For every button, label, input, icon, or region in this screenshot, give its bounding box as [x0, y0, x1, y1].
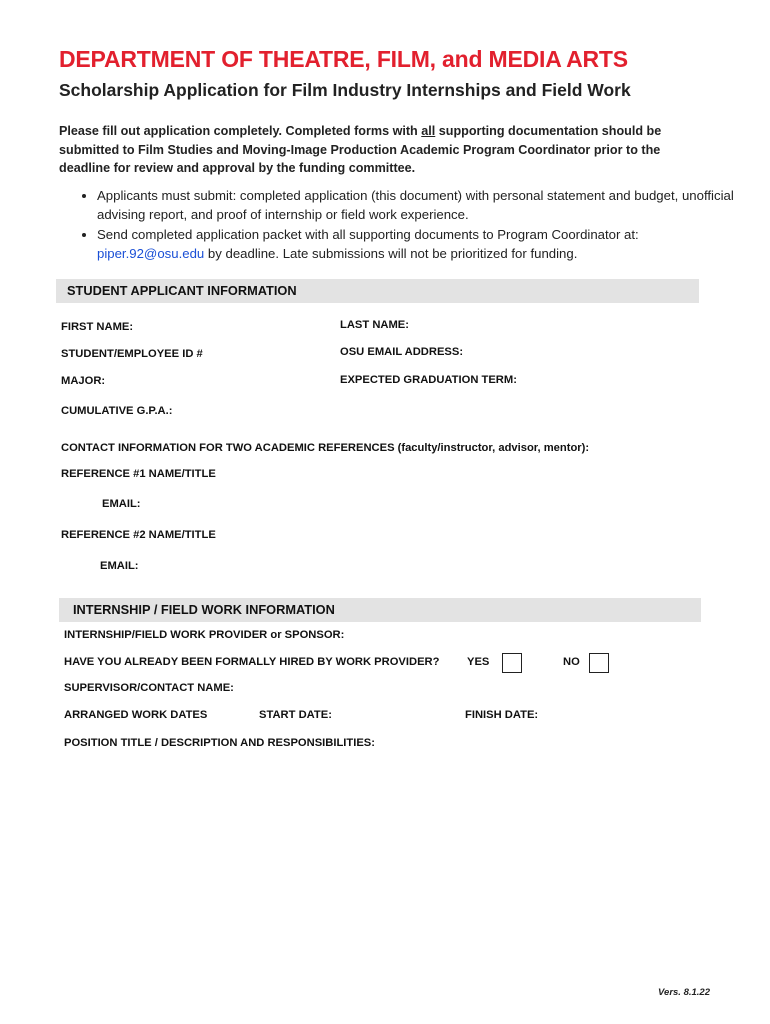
requirement-item-2-text: Send completed application packet with all supporting documents to Program Coordinator at:	[97, 226, 639, 242]
yes-checkbox[interactable]	[502, 653, 522, 673]
intro-emphasis: all	[421, 124, 436, 138]
reference-2-email-label: EMAIL:	[100, 560, 139, 572]
internship-section-header	[59, 598, 701, 622]
coordinator-email-link[interactable]: piper.92@osu.edu	[97, 245, 205, 261]
yes-label: YES	[467, 656, 490, 668]
version-label: Vers. 8.1.22	[658, 987, 710, 998]
student-id-label: STUDENT/EMPLOYEE ID #	[61, 348, 203, 360]
osu-email-label: OSU EMAIL ADDRESS:	[340, 346, 464, 358]
graduation-term-label: EXPECTED GRADUATION TERM:	[340, 374, 517, 386]
references-contact-label: CONTACT INFORMATION FOR TWO ACADEMIC REFERENCES (faculty/instructor, advisor, mentor):	[61, 442, 590, 454]
start-date-label: START DATE:	[259, 709, 332, 721]
last-name-label: LAST NAME:	[340, 319, 409, 331]
requirement-item-2	[97, 225, 737, 264]
reference-1-name-label: REFERENCE #1 NAME/TITLE	[61, 468, 216, 480]
gpa-label: CUMULATIVE G.P.A.:	[61, 405, 173, 417]
intro-paragraph	[59, 122, 709, 178]
requirement-item-1: • Applicants must submit: completed application (this document) with personal statement and budget, unofficial advising report, and proof of internship or field work experience.	[97, 186, 737, 225]
internship-section-title: INTERNSHIP / FIELD WORK INFORMATION	[73, 602, 335, 617]
no-label: NO	[563, 656, 580, 668]
reference-1-email-label: EMAIL:	[102, 498, 141, 510]
major-label: MAJOR:	[61, 375, 106, 387]
first-name-label: FIRST NAME:	[61, 321, 134, 333]
student-section-header	[56, 279, 699, 303]
position-description-label: POSITION TITLE / DESCRIPTION AND RESPONSIBILITIES:	[64, 737, 375, 749]
provider-label: INTERNSHIP/FIELD WORK PROVIDER or SPONSOR:	[64, 629, 345, 641]
page-subtitle: Scholarship Application for Film Industry Internships and Field Work	[59, 80, 631, 100]
intro-text-2: supporting documentation should be submitted to Film Studies and Moving-Image Production Academic Program Coordinator prior to the deadline for review and approval by the funding committee.	[59, 124, 662, 175]
reference-2-name-label: REFERENCE #2 NAME/TITLE	[61, 529, 216, 541]
requirement-item-2-tail: by deadline. Late submissions will not be prioritized for funding.	[204, 245, 578, 261]
page-title: DEPARTMENT OF THEATRE, FILM, and MEDIA ARTS	[59, 46, 628, 72]
arranged-dates-label: ARRANGED WORK DATES	[64, 709, 208, 721]
intro-text-1: Please fill out application completely. Completed forms with	[59, 124, 422, 138]
no-checkbox[interactable]	[589, 653, 609, 673]
finish-date-label: FINISH DATE:	[465, 709, 539, 721]
supervisor-label: SUPERVISOR/CONTACT NAME:	[64, 682, 234, 694]
hired-question-label: HAVE YOU ALREADY BEEN FORMALLY HIRED BY WORK PROVIDER?	[64, 656, 440, 668]
student-section-title: STUDENT APPLICANT INFORMATION	[67, 283, 297, 298]
requirements-list	[59, 186, 737, 263]
